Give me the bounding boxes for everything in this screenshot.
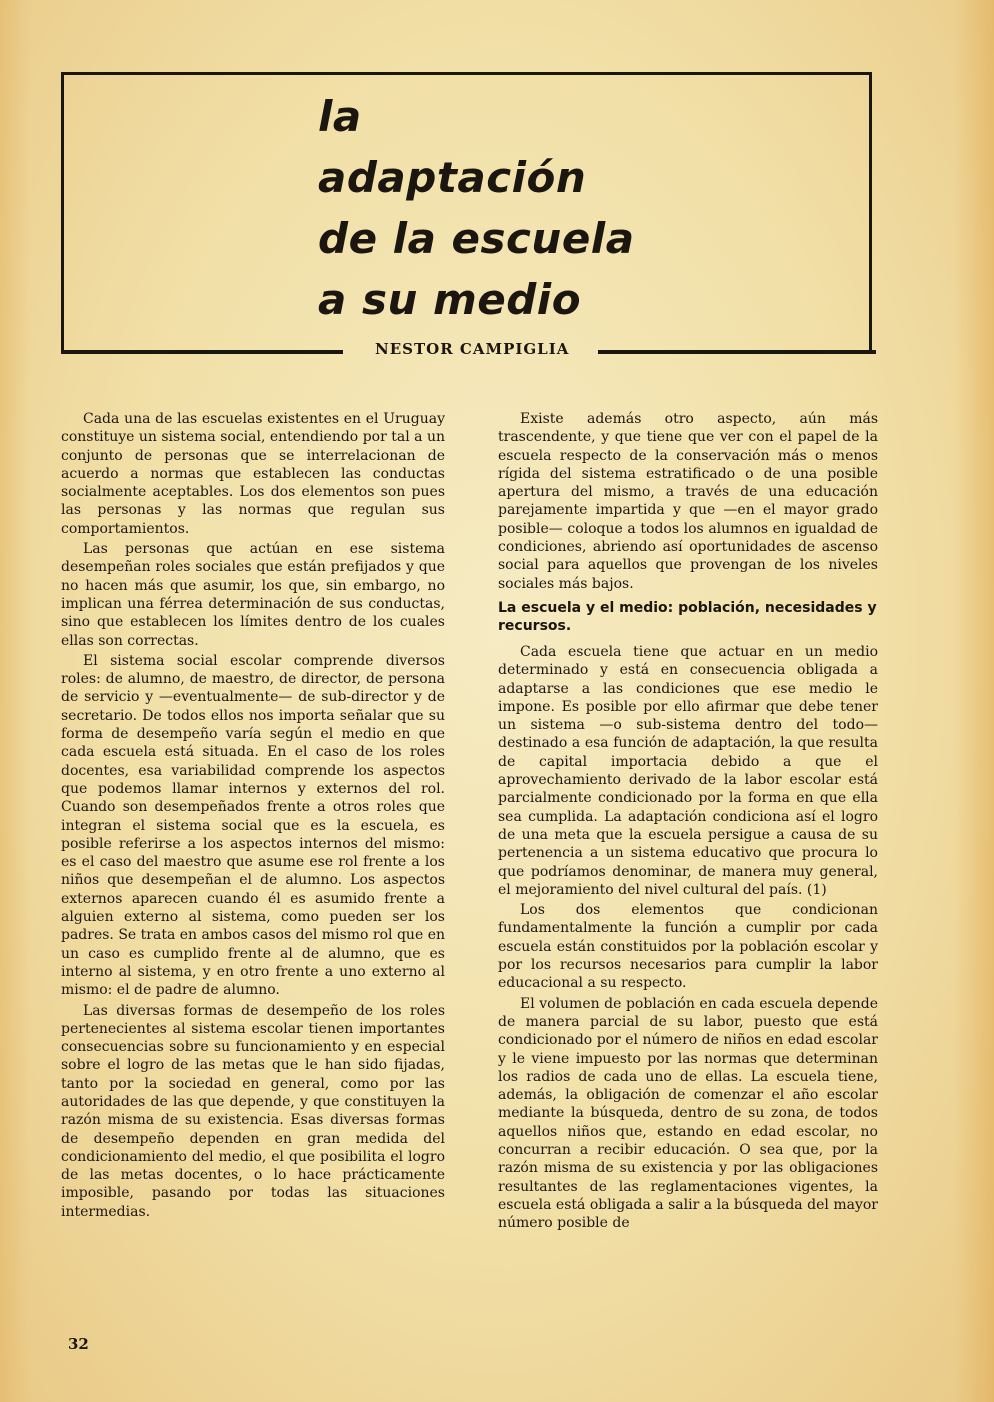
paragraph: Los dos elementos que condicionan fundamentalmente la función a cumplir por cada escuela están constituidos por la población escolar y por los recursos necesarios para cumplir la labor educacional a su respecto. <box>498 902 878 992</box>
article-title <box>318 86 635 330</box>
paragraph: Las personas que actúan en ese sistema desempeñan roles sociales que están prefijados y que no hacen más que asumir, los que, sin embargo, no implican una férrea determinación de sus conductas, sino que establecen los límites dentro de los cuales ellas son correctas. <box>61 541 445 649</box>
title-line: la <box>318 92 362 141</box>
page-edge-shading-left <box>0 0 30 1402</box>
paragraph: Cada una de las escuelas existentes en el Uruguay constituye un sistema social, entendiendo por tal a un conjunto de personas que se interrelacionan de acuerdo a normas que establecen las conductas socialmente aceptables. Los dos elementos son pues las personas y las normas que regulan sus comportamientos. <box>61 411 445 537</box>
page-edge-shading-right <box>954 0 994 1402</box>
author-rule-left <box>61 350 343 354</box>
section-subheading: La escuela y el medio: población, necesidades y recursos. <box>498 599 877 634</box>
paragraph: El sistema social escolar comprende diversos roles: de alumno, de maestro, de director, de persona de servicio y —eventualmente— de sub-director y de secretario. De todos ellos nos importa señalar que su forma de desempeño varía según el medio en que cada escuela está situada. En el caso de los roles docentes, esa variabilidad comprende los aspectos que podemos llamar internos y externos del rol. Cuando son desempeñados frente a otros roles que integran el sistema social que es la escuela, es posible referirse a los aspectos internos del mismo: es el caso del maestro que asume ese rol frente a los niños que desempeñan el de alumno. Los aspectos externos aparecen cuando él es asumido frente a alguien externo al sistema, como pueden ser los padres. Se trata en ambos casos del mismo rol que en un caso es cumplido frente al de alumno, que es interno al sistema, y en otro frente a uno externo al mismo: el de padre de alumno. <box>61 652 445 999</box>
author-name: NESTOR CAMPIGLIA <box>375 340 570 358</box>
paragraph: Las diversas formas de desempeño de los roles pertenecientes al sistema escolar tienen importantes consecuencias sobre su funcionamiento y en especial sobre el logro de las metas que le han sido fijadas, tanto por la sociedad en general, como por las autoridades de las que depende, y que constituyen la razón misma de su existencia. Esas diversas formas de desempeño dependen en gran medida del condicionamiento del medio, el que posibilita el logro de las metas docentes, o lo hace prácticamente imposible, pasando por todas las situaciones intermedias. <box>61 1002 445 1220</box>
right-column <box>498 410 878 1234</box>
title-line: de la escuela <box>318 214 635 263</box>
author-rule-right <box>598 350 876 354</box>
title-line: a su medio <box>318 275 582 324</box>
title-line: adaptación <box>318 153 587 202</box>
paragraph: Cada escuela tiene que actuar en un medio determinado y está en consecuencia obligada a adaptarse a las condiciones que ese medio le impone. Es posible por ello afirmar que debe tener un sistema —o sub-sistema dentro del todo— destinado a esa función de adaptación, la que resulta de capital importacia debido a que el aprovechamiento derivado de la labor escolar está parcialmente condicionado por la forma en que ella sea cumplida. La adaptación condiciona así el logro de una meta que la escuela persigue a causa de su pertenencia a un sistema educativo que procura lo que podríamos denominar, de manera muy general, el mejoramiento del nivel cultural del país. (1) <box>498 643 878 898</box>
paragraph: Existe además otro aspecto, aún más trascendente, y que tiene que ver con el papel de la escuela respecto de la conservación más o menos rígida del sistema estratificado o de una posible apertura del mismo, a través de una educación parejamente impartida y que —en el mayor grado posible— coloque a todos los alumnos en igualdad de condiciones, abriendo así oportunidades de ascenso social para aquellos que provengan de los niveles sociales más bajos. <box>498 411 878 592</box>
paragraph: El volumen de población en cada escuela depende de manera parcial de su labor, puesto que está condicionado por el número de niños en edad escolar y le viene impuesto por las normas que determinan los radios de cada uno de ellas. La escuela tiene, además, la obligación de comenzar el año escolar mediante la búsqueda, dentro de su zona, de todos aquellos niños que, estando en edad escolar, no concurran a recibir educación. O sea que, por la razón misma de su existencia y por las obligaciones resultantes de las reglamentaciones vigentes, la escuela está obligada a salir a la búsqueda del mayor número posible de <box>498 995 878 1232</box>
left-column <box>61 410 445 1223</box>
page-number: 32 <box>68 1335 89 1353</box>
